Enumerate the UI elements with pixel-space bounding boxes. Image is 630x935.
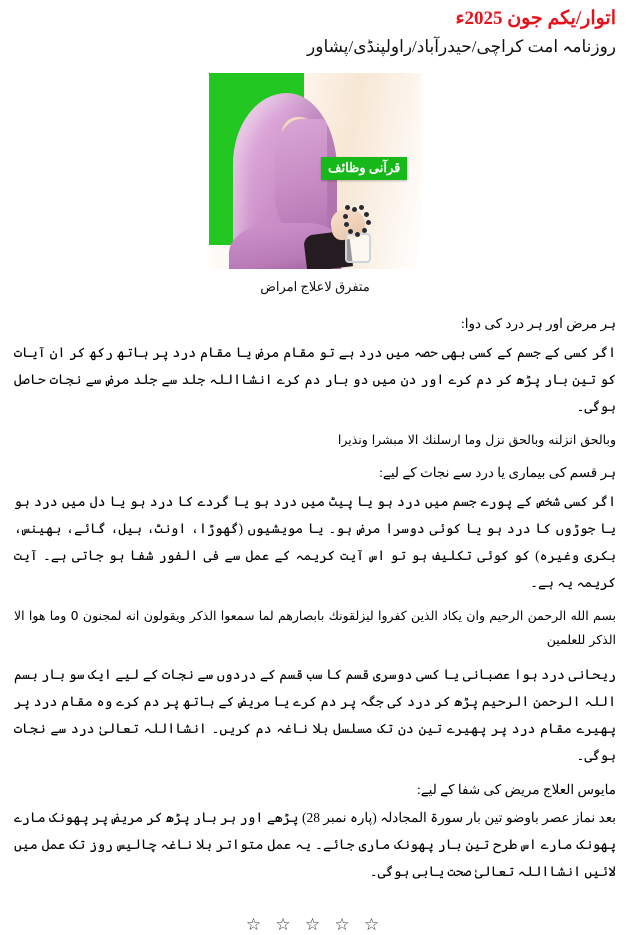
quran-verse-1: وبالحق انزلنه وبالحق نزل وما ارسلنك الا مبشرا ونذيرا: [337, 431, 616, 447]
article-photo: [209, 73, 421, 269]
section-heading-1: ہر مرض اور ہر درد کی دوا:: [460, 316, 616, 332]
article-body: [14, 311, 616, 885]
figure-caption: متفرق لاعلاج امراض: [260, 279, 370, 295]
hijab-front-drape: [275, 119, 327, 237]
issue-date: اتوار/یکم جون 2025ء: [455, 8, 616, 29]
section-heading-3: مایوس العلاج مریض کی شفا کے لیے:: [416, 781, 616, 797]
section-paragraph-2: اگر کسی شخص کے پورے جسم میں درد ہو یا پیٹ میں درد ہو یا گردے کا درد ہو یا دل میں درد ہو یا جوڑوں کا درد ہو یا کوئی دوسرا مرض ہو۔ یا مویشیوں (گھوڑا، اونٹ، بیل، گائے، بھینس، بکری وغیرہ) کو کوئی تکلیف ہو تو اس آیت کریمہ کے عمل سے فی الفور شفا ہو جاتی ہے۔ آیت کریمہ یہ ہے۔: [14, 493, 616, 590]
quran-verse-2: بسم الله الرحمن الرحيم وان يكاد الذين كفروا ليزلقونك بابصارهم لما سمعوا الذكر ويقولون انه لمجنون 0 وما هوا الا الذكر للعلمين: [14, 607, 616, 648]
section-paragraph-1: اگر کسی کے جسم کے کسی بھی حصہ میں درد ہے تو مقام مرض یا مقام درد پر ہاتھ رکھ کر ان آیات کو تین بار پڑھ کر دم کرے اور دن میں دو بار دم کرے انشااللہ جلد سے جلد مرض سے نجات حاصل ہوگی۔: [14, 344, 616, 414]
section-paragraph-3: بعد نماز عصر باوضو تین بار سورۃ المجادلہ (پارہ نمبر 28) پڑھے اور ہر بار پڑھ کر مریض پر پھونک مارے پھونک مارے اس طرح تین بار پھونک ماری جائے۔ یہ عمل متواتر بلا ناغہ چالیس روز تک عمل میں لائیں انشااللہ تعالیٰ صحت یابی ہوگی۔: [14, 810, 616, 880]
photo-banner-label: قرآنی وظائف: [321, 157, 407, 180]
footer-stars: ☆ ☆ ☆ ☆ ☆: [245, 915, 385, 935]
article-figure: [14, 73, 616, 295]
section-paragraph-2b: ریحانی درد ہوا عصبانی یا کسی دوسری قسم کا سب قسم کے دردوں سے نجات کے لیے ایک سو بار بسم اللہ الرحمن الرحیم پڑھ کر درد کی جگہ پر دم کرے یا مریض کے ہاتھ پر دم کرے وہ مقام درد پر پھیرے مقام درد پر پھیرے تین دن تک مسلسل بلا ناغہ دم کریں۔ انشااللہ تعالیٰ درد سے نجات ہوگی۔: [14, 666, 616, 763]
masthead: [14, 6, 616, 59]
section-heading-2: ہر قسم کی بیماری یا درد سے نجات کے لیے:: [379, 465, 616, 481]
paper-name: روزنامہ امت کراچی/حیدرآباد/راولپنڈی/پشاور: [307, 36, 616, 56]
prayer-beads-icon: [343, 205, 373, 257]
